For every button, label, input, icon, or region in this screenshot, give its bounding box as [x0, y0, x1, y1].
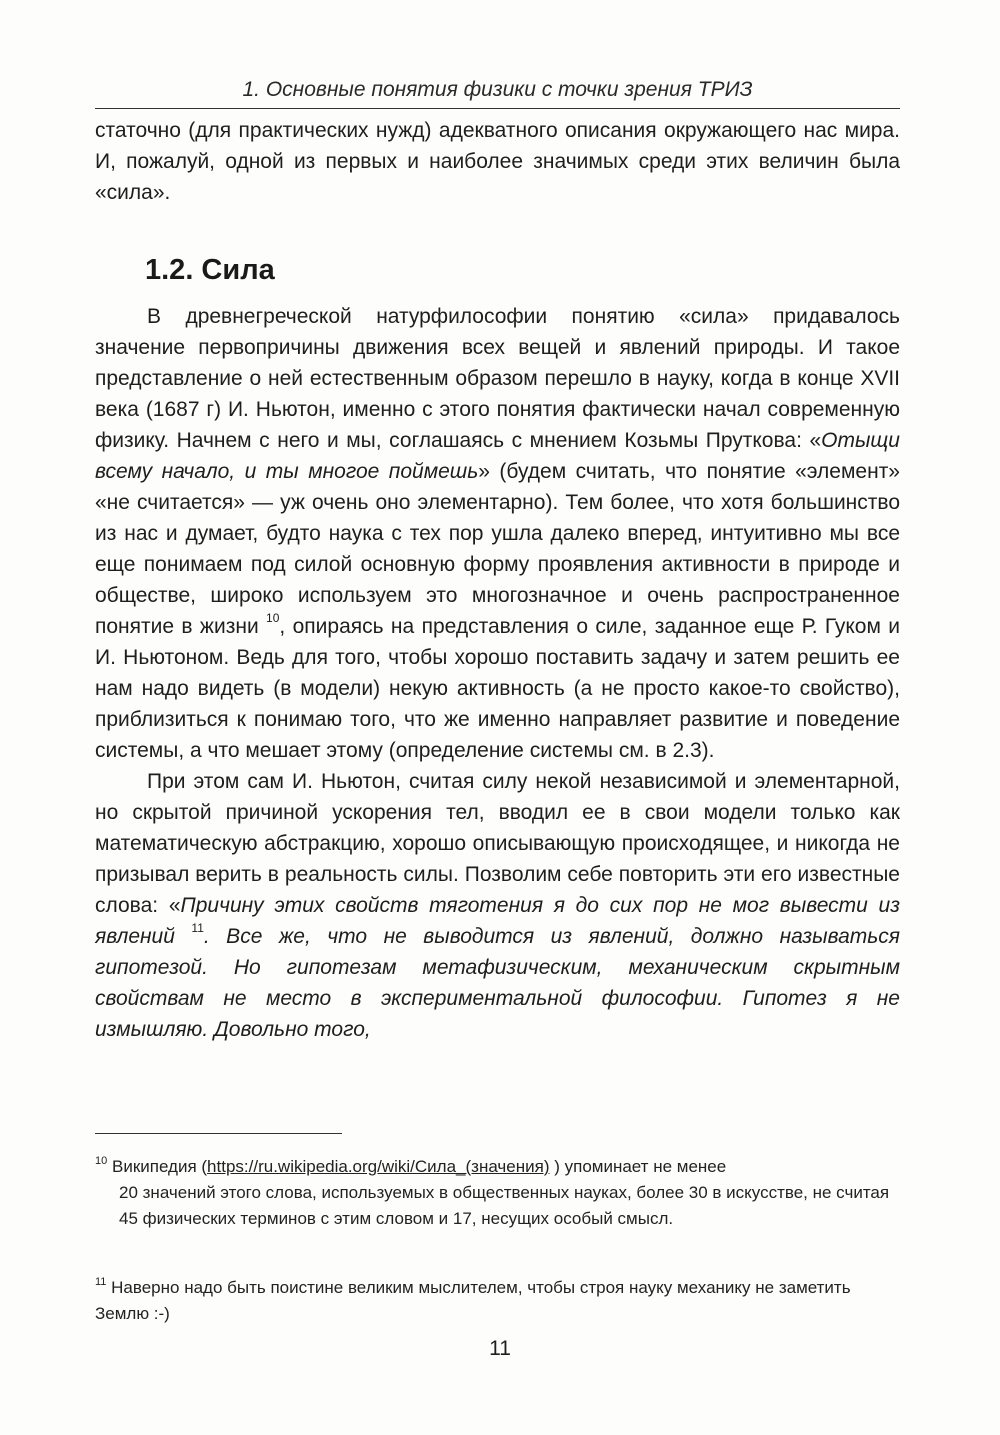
footnote-10-mark: 10	[95, 1155, 108, 1167]
footnote-separator	[95, 1133, 342, 1134]
footnote-ref-10[interactable]: 10	[266, 611, 280, 625]
footnote-10-post: ) упоминает не менее	[549, 1157, 727, 1176]
paragraph-1	[95, 301, 900, 766]
running-head: 1. Основные понятия физики с точки зрения ТРИЗ	[242, 78, 753, 101]
newton-quote-b: . Все же, что не выводится из явлений, должно называться гипотезой. Но гипотезам метафизическим, механическим скрытным свойствам не место в экспериментальной философии. Гипотез я не измышляю. Довольно того,	[95, 925, 900, 1041]
header-rule	[95, 108, 900, 109]
footnote-10	[95, 1154, 900, 1232]
footnote-11	[95, 1275, 900, 1327]
section-title: 1.2. Сила	[145, 254, 275, 286]
footnote-10-rest: 20 значений этого слова, используемых в общественных науках, более 30 в искусстве, не считая 45 физических терминов с этим словом и 17, несущих особый смысл.	[119, 1183, 890, 1228]
main-text	[95, 301, 900, 1045]
page-number: 11	[489, 1337, 511, 1360]
intro-text: статочно (для практических нужд) адекватного описания окружающего нас мира. И, пожалуй, одной из первых и наиболее значимых среди этих величин была «сила».	[95, 119, 900, 204]
paragraph-1-text-c: , опираясь на представления о силе, заданное еще Р. Гуком и И. Ньютоном. Ведь для того, чтобы хорошо поставить задачу и затем решить ее нам надо видеть (в модели) некую активность (а не просто какое-то свойство), приблизиться к понимаю того, что же именно направляет развитие и поведение системы, а что мешает этому (определение системы см. в 2.3).	[95, 615, 900, 762]
paragraph-2-text-a: При этом сам И. Ньютон, считая силу некой независимой и элементарной, но скрытой причиной ускорения тел, вводил ее в свои модели только как математическую абстракцию, хорошо описывающую происходящее, и никогда не призывал верить в реальность силы. Позволим себе повторить эти его известные слова: «	[95, 770, 900, 917]
paragraph-1-text-a: В древнегреческой натурфилософии понятию «сила» придавалось значение первопричины движения всех вещей и явлений природы. И такое представление о ней естественным образом перешло в науку, когда в конце XVII века (1687 г) И. Ньютон, именно с этого понятия фактически начал современную физику. Начнем с него и мы, соглашаясь с мнением Козьмы Пруткова: «	[95, 305, 900, 452]
wikipedia-link[interactable]: https://ru.wikipedia.org/wiki/Сила_(значения)	[207, 1157, 550, 1176]
footnote-11-text: Наверно надо быть поистине великим мыслителем, чтобы строя науку механику не заметить Землю :-)	[95, 1278, 851, 1323]
paragraph-1-text-b: » (будем считать, что понятие «элемент» «не считается» — уж очень оно элементарно). Тем более, что хотя большинство из нас и думает, будто наука с тех пор ушла далеко вперед, интуитивно мы все еще понимаем под силой основную форму проявления активности в природе и обществе, широко используем это многозначное и очень распространенное понятие в жизни	[95, 460, 900, 638]
footnote-10-first-line	[95, 1154, 900, 1180]
footnote-ref-11[interactable]: 11	[191, 921, 204, 935]
newton-quote-a: Причину этих свойств тяготения я до сих пор не мог вывести из явлений	[95, 894, 900, 948]
intro-paragraph	[95, 115, 900, 208]
footnote-11-mark: 11	[95, 1276, 107, 1288]
footnote-10-pre: Википедия (	[111, 1157, 208, 1176]
prutkov-quote: Отыщи всему начало, и ты многое поймешь	[95, 429, 900, 483]
paragraph-2	[95, 766, 900, 1045]
